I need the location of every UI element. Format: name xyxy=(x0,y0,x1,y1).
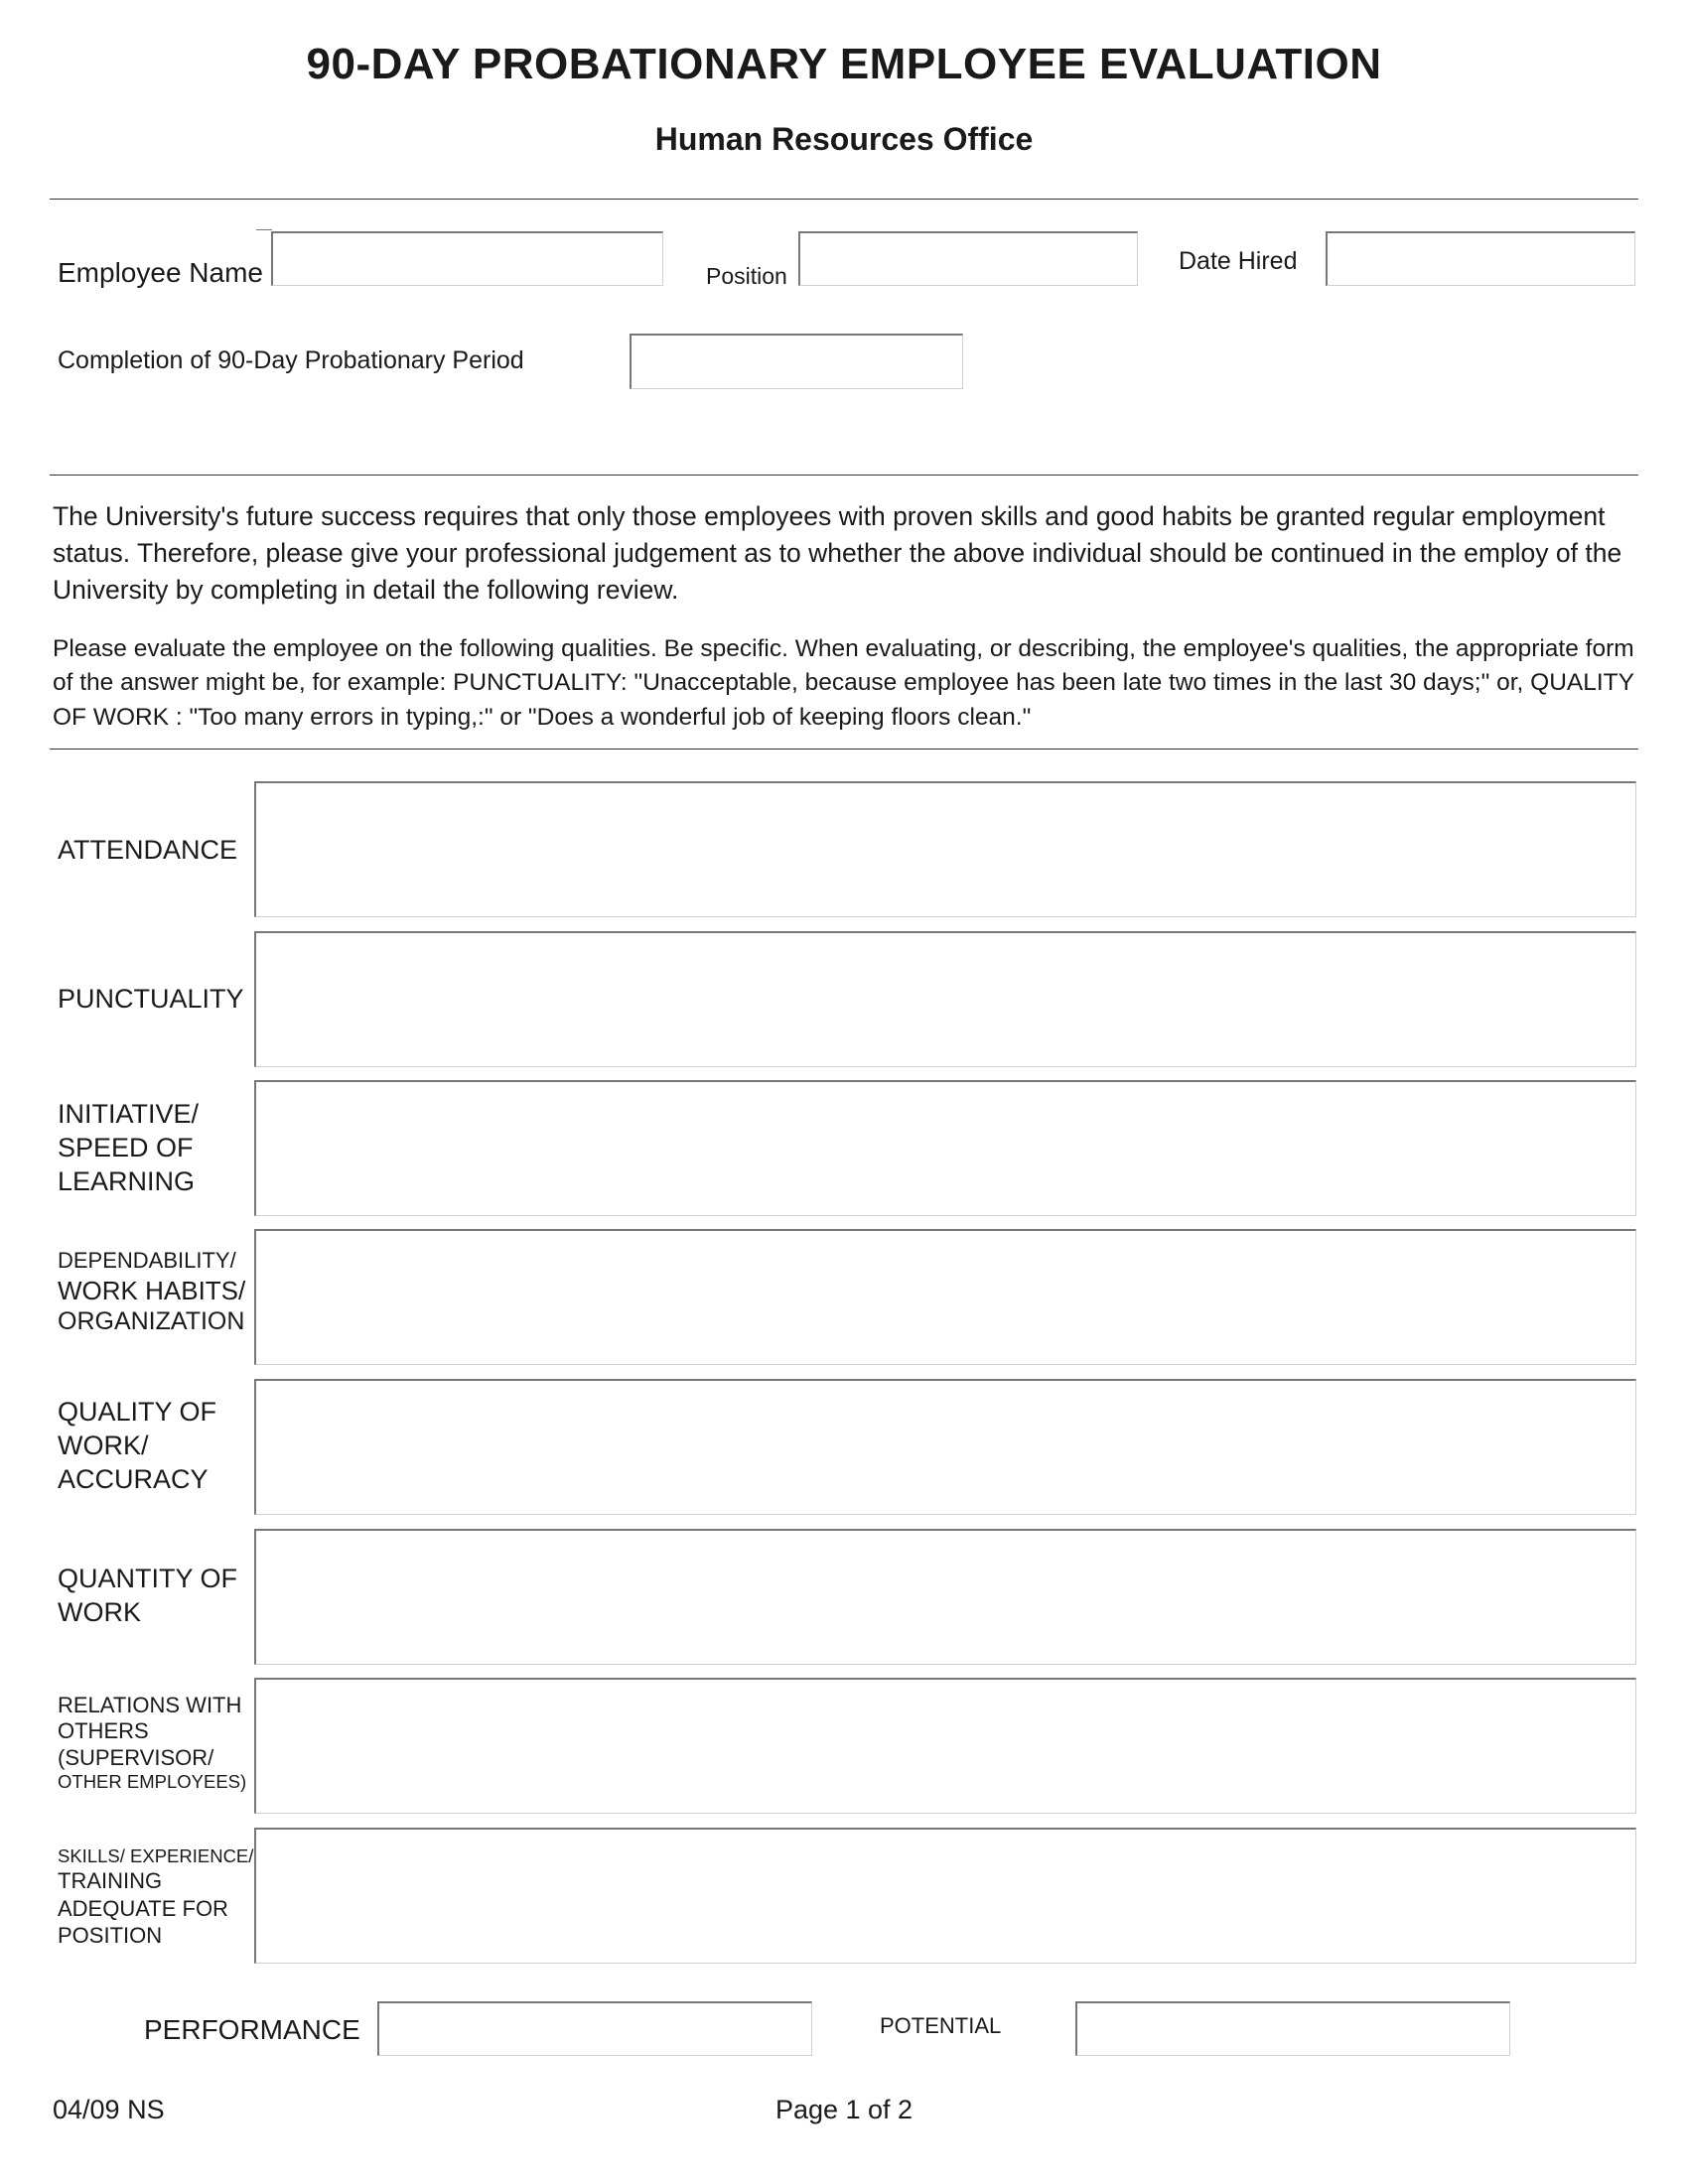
section-divider xyxy=(50,475,1638,476)
instructions-paragraph-1: The University's future success requires that only those employees with proven skills and good habits be granted regular employment status. Therefore, please give your professional judgement as to whether the above individual should be continued in the employ of the University by completing in detail the following review. xyxy=(53,501,1622,606)
initiative-label-line: SPEED OF xyxy=(58,1132,194,1162)
page-title: 90-DAY PROBATIONARY EMPLOYEE EVALUATION xyxy=(306,40,1382,88)
form-code: 04/09 NS xyxy=(53,2095,165,2124)
position-label: Position xyxy=(706,263,787,289)
date-hired-field[interactable] xyxy=(1326,231,1635,286)
quality-label-line: ACCURACY xyxy=(58,1463,209,1494)
skills-label-line: ADEQUATE FOR xyxy=(58,1895,228,1921)
initiative-label xyxy=(58,1098,256,1198)
dependability-label-line: DEPENDABILITY/ xyxy=(58,1248,236,1273)
field-tick-mark xyxy=(256,229,272,230)
initiative-comment-field[interactable] xyxy=(254,1080,1636,1216)
date-hired-label: Date Hired xyxy=(1179,247,1298,275)
dependability-label-line: ORGANIZATION xyxy=(58,1307,245,1335)
skills-label-line: SKILLS/ EXPERIENCE/ xyxy=(58,1845,254,1866)
header-divider xyxy=(50,199,1638,200)
quantity-label-line: WORK xyxy=(58,1596,141,1627)
instructions-divider xyxy=(50,749,1638,750)
page-subtitle: Human Resources Office xyxy=(654,121,1034,157)
dependability-label xyxy=(58,1247,256,1337)
completion-date-field[interactable] xyxy=(630,334,963,389)
attendance-label: ATTENDANCE xyxy=(58,835,238,865)
performance-field[interactable] xyxy=(377,2001,812,2056)
attendance-comment-field[interactable] xyxy=(254,781,1636,917)
quantity-label-line: QUANTITY OF xyxy=(58,1564,238,1593)
initiative-label-line: INITIATIVE/ xyxy=(58,1099,200,1129)
initiative-label-line: LEARNING xyxy=(58,1165,196,1196)
relations-label-line: OTHERS xyxy=(58,1718,149,1744)
skills-comment-field[interactable] xyxy=(254,1828,1636,1964)
employee-name-field[interactable] xyxy=(271,231,663,286)
relations-comment-field[interactable] xyxy=(254,1678,1636,1814)
relations-label-line: (SUPERVISOR/ xyxy=(58,1744,214,1770)
skills-label-line: TRAINING xyxy=(58,1868,163,1894)
skills-label xyxy=(58,1844,256,1950)
instructions-paragraph-2: Please evaluate the employee on the following qualities. Be specific. When evaluating, or describing, the employee's qualities, the appropriate form of the answer might be, for example: PUNCTUALITY: "Unacceptable, because employee has been late two times in the last 30 days;" or, QUALITY OF WORK : "Too many errors in typing,:" or "Does a wonderful job of keeping floors clean." xyxy=(53,635,1634,731)
quality-label-line: WORK/ xyxy=(58,1430,149,1460)
quantity-comment-field[interactable] xyxy=(254,1529,1636,1665)
punctuality-label: PUNCTUALITY xyxy=(58,984,244,1014)
performance-label: PERFORMANCE xyxy=(144,2014,360,2045)
relations-label-line: RELATIONS WITH xyxy=(58,1693,242,1717)
quality-label-line: QUALITY OF xyxy=(58,1397,217,1427)
completion-label: Completion of 90-Day Probationary Period xyxy=(58,346,524,374)
employee-name-label: Employee Name xyxy=(58,257,263,288)
quantity-label xyxy=(58,1563,256,1630)
relations-label xyxy=(58,1693,256,1793)
skills-label-line: POSITION xyxy=(58,1923,163,1949)
dependability-label-line: WORK HABITS/ xyxy=(58,1275,246,1305)
dependability-comment-field[interactable] xyxy=(254,1229,1636,1365)
punctuality-comment-field[interactable] xyxy=(254,931,1636,1067)
potential-label: POTENTIAL xyxy=(880,2013,1002,2038)
position-field[interactable] xyxy=(798,231,1138,286)
potential-field[interactable] xyxy=(1075,2001,1510,2056)
quality-comment-field[interactable] xyxy=(254,1379,1636,1515)
quality-label xyxy=(58,1396,256,1496)
page-number: Page 1 of 2 xyxy=(774,2095,914,2124)
relations-label-line: OTHER EMPLOYEES) xyxy=(58,1771,247,1793)
